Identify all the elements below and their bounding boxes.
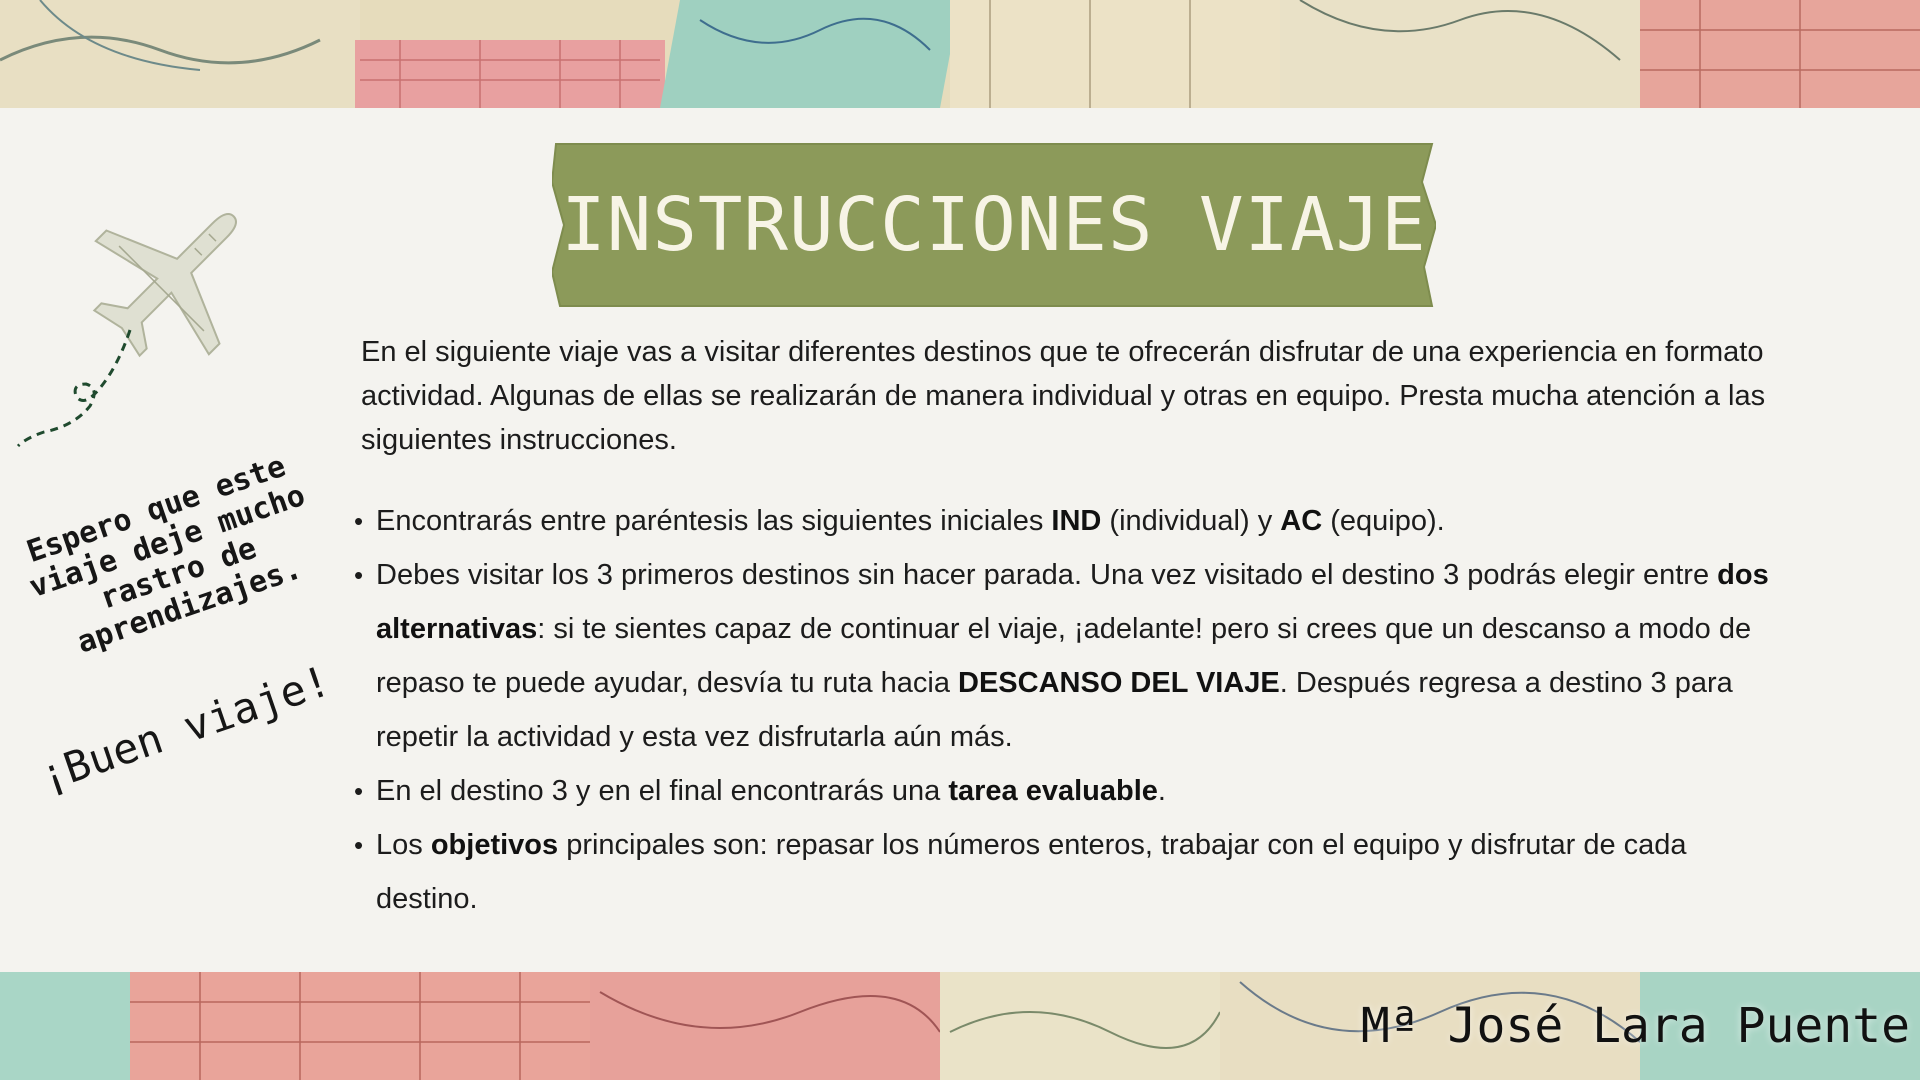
list-item: • Encontrarás entre paréntesis las siguientes iniciales IND (individual) y AC (equipo). [354,494,1774,548]
side-message: Espero que este viaje deje mucho rastro de aprendizajes. [22,448,310,661]
map-collage-top [0,0,1920,108]
author-name: Mª José Lara Puente [1360,998,1910,1054]
side-farewell: ¡Buen viaje! [33,655,337,802]
instruction-list [354,494,1774,926]
title-banner [552,142,1436,308]
list-item: • Los objetivos principales son: repasar los números enteros, trabajar con el equipo y disfrutar de cada destino. [354,818,1774,926]
bullet-icon: • [354,830,364,860]
bullet-icon: • [354,506,364,536]
list-item: • En el destino 3 y en el final encontrarás una tarea evaluable. [354,764,1774,818]
page-title: INSTRUCCIONES VIAJE [561,182,1427,268]
list-item: • Debes visitar los 3 primeros destinos sin hacer parada. Una vez visitado el destino 3 podrás elegir entre dos alternativas: si te sientes capaz de continuar el viaje, ¡adelante! pero si crees que un descanso a modo de repaso te puede ayudar, desvía tu ruta hacia DESCANSO DEL VIAJE. Después regresa a destino 3 para repetir la actividad y esta vez disfrutarla aún más. [354,548,1774,764]
bullet-icon: • [354,776,364,806]
dashed-path-icon [14,326,144,461]
intro-paragraph: En el siguiente viaje vas a visitar diferentes destinos que te ofrecerán disfrutar de una experiencia en formato actividad. Algunas de ellas se realizarán de manera individual y otras en equipo. Presta mucha atención a las siguientes instrucciones. [361,336,1766,456]
bullet-icon: • [354,560,364,590]
